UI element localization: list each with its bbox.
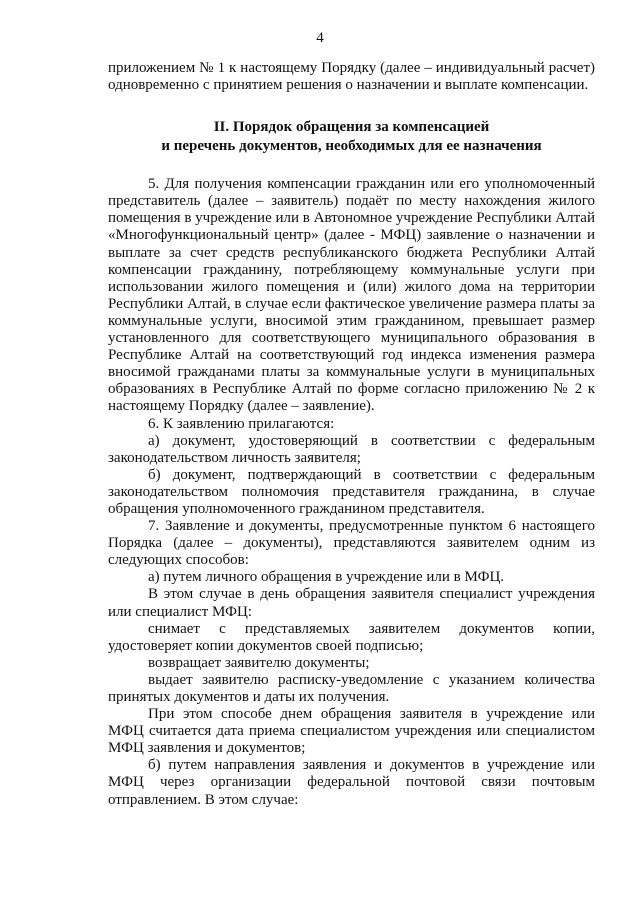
paragraph-6: 6. К заявлению прилагаются:: [148, 415, 335, 432]
paragraph-6a: а) документ, удостоверяющий в соответствии с федеральным законодательством личность заявителя;: [108, 432, 595, 466]
section-heading: [108, 118, 595, 156]
paragraph-receipt: выдает заявителю расписку-уведомление с указанием количества принятых документов и даты их получения.: [108, 671, 595, 705]
paragraph-7: 7. Заявление и документы, предусмотренные пунктом 6 настоящего Порядка (далее – документы), представляются заявителем одним из следующих способов:: [108, 518, 595, 569]
section-heading-line-2: и перечень документов, необходимых для ее назначения: [161, 138, 542, 155]
paragraph-copies: снимает с представляемых заявителем документов копии, удостоверяет копии документов своей подписью;: [108, 620, 595, 654]
intro-paragraph: приложением № 1 к настоящему Порядку (далее – индивидуальный расчет) одновременно с принятием решения о назначении и выплате компенсации.: [108, 60, 595, 94]
paragraph-date-of-request: При этом способе днем обращения заявителя в учреждение или МФЦ считается дата приема специалистом учреждения или специалистом МФЦ заявления и документов;: [108, 706, 595, 757]
paragraph-in-person-case: В этом случае в день обращения заявителя специалист учреждения или специалист МФЦ:: [108, 586, 595, 620]
document-body: [108, 60, 595, 809]
paragraph-5: 5. Для получения компенсации гражданин или его уполномоченный представитель (далее – заявитель) подаёт по месту нахождения жилого помещения в учреждение или в Автономное учреждение Республики Алтай «Многофункциональный центр» (далее - МФЦ) заявление о назначении и выплате за счет средств республиканского бюджета Республики Алтай компенсации гражданину, потребляющему коммунальные услуги при использовании жилого помещения и (или) жилого дома на территории Республики Алтай, в случае если фактическое увеличение размера платы за коммунальные услуги, вносимой этим гражданином, превышает размер установленного для соответствующего муниципального образования в Республике Алтай на соответствующий год индекса изменения размера вносимой гражданами платы за коммунальные услуги в муниципальных образованиях в Республике Алтай по форме согласно приложению № 2 к настоящему Порядку (далее – заявление).: [108, 176, 595, 415]
paragraph-6b: б) документ, подтверждающий в соответствии с федеральным законодательством полномочия представителя гражданина, в случае обращения уполномоченного гражданином представителя.: [108, 466, 595, 517]
section-heading-line-1: II. Порядок обращения за компенсацией: [213, 119, 490, 136]
paragraph-7a: а) путем личного обращения в учреждение или в МФЦ.: [148, 569, 505, 586]
page-number: 4: [316, 30, 324, 46]
paragraph-7b: б) путем направления заявления и документов в учреждение или МФЦ через организации федеральной почтовой связи почтовым отправлением. В этом случае:: [108, 757, 595, 808]
paragraph-return-docs: возвращает заявителю документы;: [148, 654, 370, 671]
